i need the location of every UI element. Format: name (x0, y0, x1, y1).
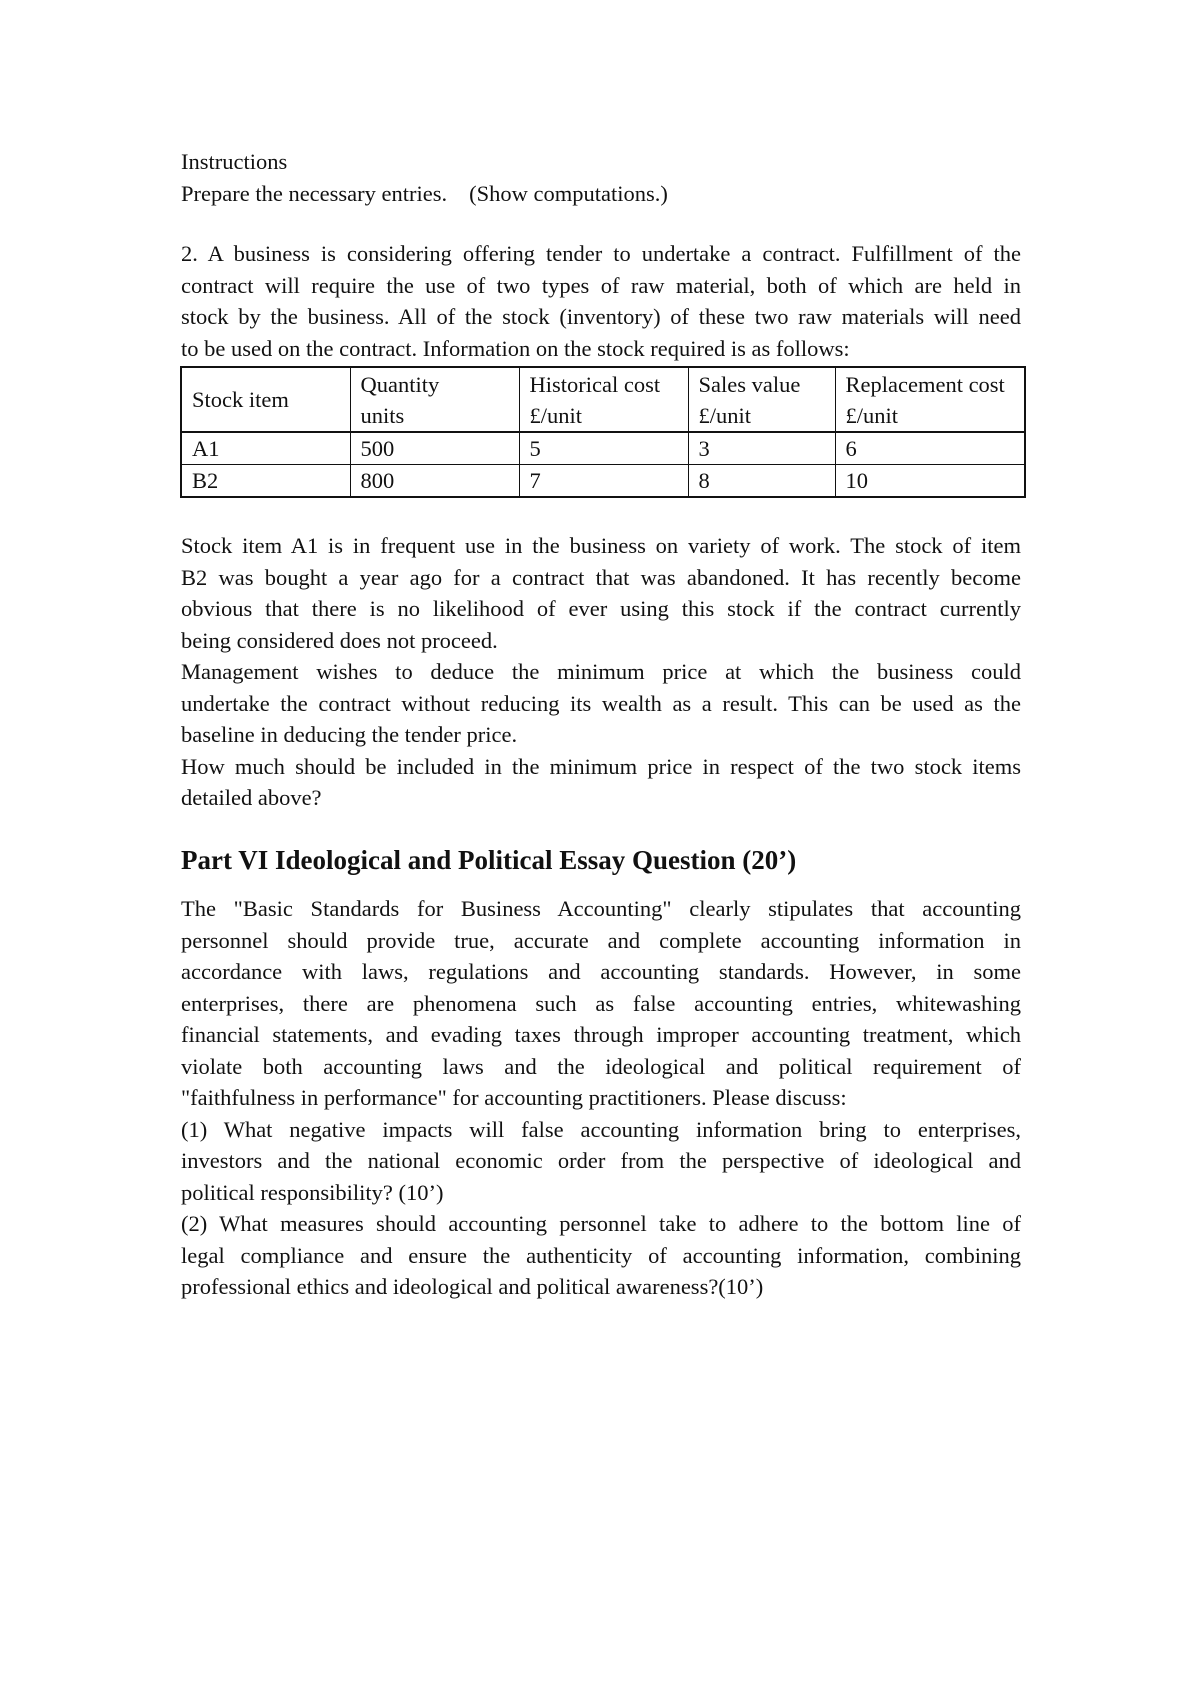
table-header-cell: Quantity units (350, 367, 519, 432)
table-header-cell: Stock item (181, 367, 350, 432)
intro-line: financial statements, and evading taxes through improper accounting treatment, which (181, 1022, 1021, 1047)
stock-table-wrap (180, 366, 1026, 498)
para2-line: undertake the contract without reducing its wealth as a result. This can be used as the (181, 690, 1021, 716)
instructions-line (181, 178, 668, 210)
table-cell: 800 (350, 465, 519, 498)
para2-line: baseline in deducing the tender price. (181, 722, 518, 747)
table-cell: 3 (688, 432, 835, 465)
para1-line: Stock item A1 is in frequent use in the business on variety of work. The stock of item (181, 533, 1021, 558)
para3-line: How much should be included in the minimum price in respect of the two stock items (181, 753, 1021, 779)
instructions-block (181, 146, 668, 209)
para1-line: B2 was bought a year ago for a contract that was abandoned. It has recently become (181, 564, 1021, 590)
intro-line: enterprises, there are phenomena such as false accounting entries, whitewashing (181, 990, 1021, 1016)
para3-line: detailed above? (181, 785, 322, 810)
table-cell: 5 (519, 432, 688, 465)
question-2-line: legal compliance and ensure the authenticity of accounting information, combining (181, 1242, 1021, 1268)
para2-line: Management wishes to deduce the minimum price at which the business could (181, 659, 1021, 684)
table-cell: A1 (181, 432, 350, 465)
para1-line: obvious that there is no likelihood of ever using this stock if the contract currently (181, 596, 1021, 621)
para1-line: being considered does not proceed. (181, 627, 498, 653)
q2-line: contract will require the use of two types of raw material, both of which are held in (181, 272, 1021, 298)
table-header-row (181, 367, 1025, 432)
table-row (181, 432, 1025, 465)
table-cell: 7 (519, 465, 688, 498)
table-cell: 500 (350, 432, 519, 465)
table-cell: B2 (181, 465, 350, 498)
intro-line: accordance with laws, regulations and accounting standards. However, in some (181, 959, 1021, 984)
table-row (181, 465, 1025, 498)
part-6-heading: Part VI Ideological and Political Essay Question (20’) (181, 845, 797, 875)
q2-line: stock by the business. All of the stock (inventory) of these two raw materials will need (181, 304, 1021, 329)
intro-line: "faithfulness in performance" for accounting practitioners. Please discuss: (181, 1085, 847, 1110)
table-cell: 6 (835, 432, 1025, 465)
instructions-note: (Show computations.) (469, 180, 668, 206)
question-1-line: political responsibility? (10’) (181, 1179, 444, 1205)
intro-line: violate both accounting laws and the ideological and political requirement of (181, 1053, 1021, 1079)
q2-line: to be used on the contract. Information on the stock required is as follows: (181, 335, 850, 361)
intro-line: personnel should provide true, accurate and complete accounting information in (181, 927, 1021, 953)
question-1-line: (1) What negative impacts will false accounting information bring to enterprises, (181, 1116, 1021, 1142)
intro-line: The "Basic Standards for Business Accounting" clearly stipulates that accounting (181, 896, 1021, 921)
question-2-line: professional ethics and ideological and political awareness?(10’) (181, 1274, 764, 1299)
question-2-intro (181, 238, 1021, 364)
stock-table (180, 366, 1026, 498)
table-header-cell: Historical cost £/unit (519, 367, 688, 432)
part-6-heading-wrap (181, 843, 796, 877)
table-cell: 8 (688, 465, 835, 498)
table-cell: 10 (835, 465, 1025, 498)
part-6-body (181, 893, 1021, 1303)
q2-line: 2. A business is considering offering tender to undertake a contract. Fulfillment of the (181, 241, 1021, 266)
table-header-cell: Sales value £/unit (688, 367, 835, 432)
table-header-cell: Replacement cost £/unit (835, 367, 1025, 432)
question-2-line: (2) What measures should accounting personnel take to adhere to the bottom line of (181, 1211, 1021, 1236)
instructions-text: Prepare the necessary entries. (181, 180, 448, 206)
question-2-details (181, 530, 1021, 814)
question-1-line: investors and the national economic order from the perspective of ideological and (181, 1148, 1021, 1173)
instructions-title: Instructions (181, 149, 288, 174)
